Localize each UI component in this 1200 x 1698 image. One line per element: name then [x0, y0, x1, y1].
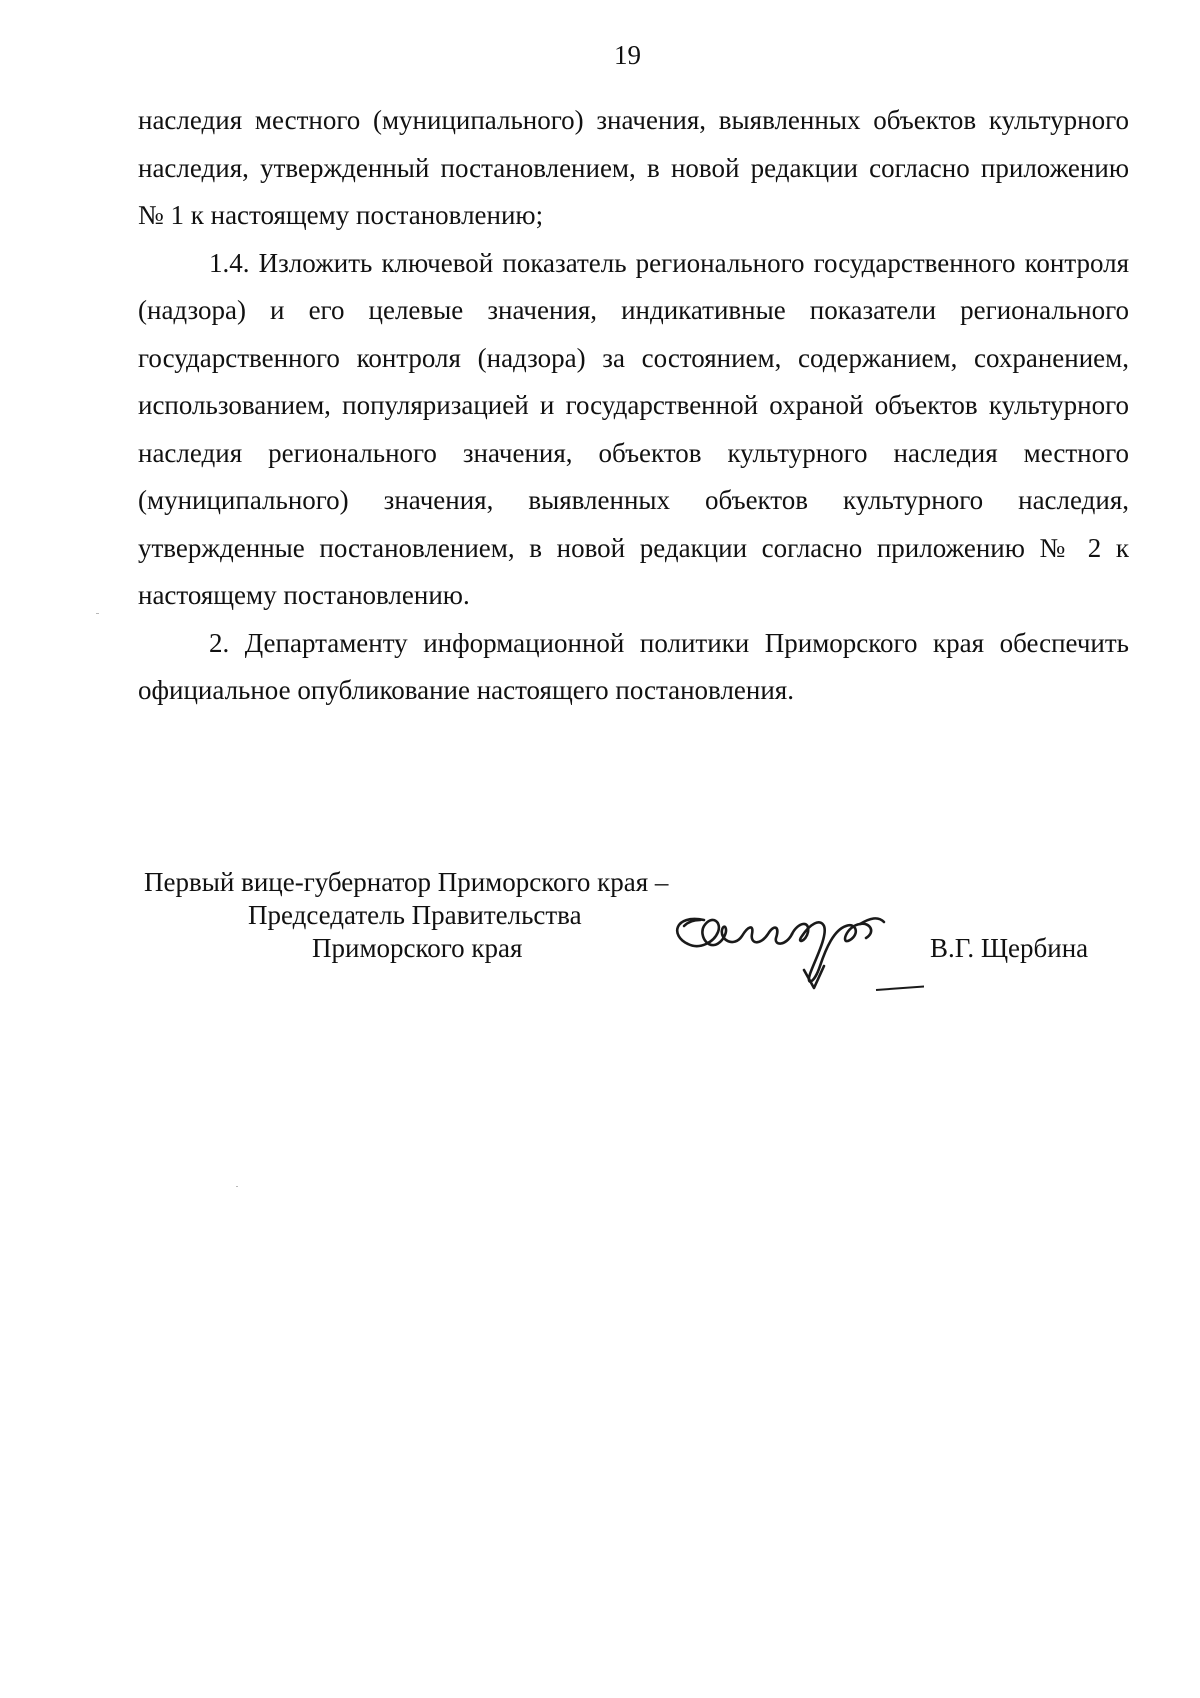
- paragraph-item-2: 2. Департаменту информационной политики Приморского края обеспечить официальное опубликование настоящего постановления.: [138, 627, 1129, 705]
- page-number: 19: [614, 40, 641, 70]
- paragraph-item-1-4: 1.4. Изложить ключевой показатель регионального государственного контроля (надзора) и его целевые значения, индикативные показатели регионального государственного контроля (надзора) за состоянием, содержанием, сохранением, использованием, популяризацией и государственной охраной объектов культурного наследия регионального значения, объектов культурного наследия местного (муниципального) значения, выявленных объектов культурного наследия, утвержденные постановлением, в новой редакции согласно приложению № 2 к настоящему постановлению.: [138, 247, 1129, 610]
- document-body: [138, 97, 1129, 715]
- signer-position-line3: Приморского края: [312, 933, 523, 963]
- paragraph-continuation: наследия местного (муниципального) значения, выявленных объектов культурного наследия, утвержденный постановлением, в новой редакции согласно приложению № 1 к настоящему постановлению;: [138, 105, 1129, 230]
- scan-speck: [96, 613, 99, 614]
- scan-speck: [236, 1186, 238, 1187]
- signer-position-line2: Председатель Правительства: [248, 900, 582, 930]
- signature-block: [138, 866, 1128, 1006]
- handwritten-signature: [664, 896, 924, 996]
- signer-name: В.Г. Щербина: [930, 933, 1089, 963]
- signer-position-line1: Первый вице-губернатор Приморского края –: [144, 867, 669, 897]
